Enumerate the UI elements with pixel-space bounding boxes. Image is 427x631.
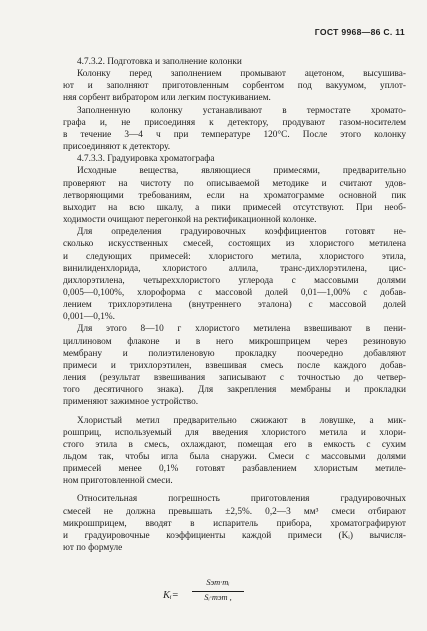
text-line: присоединяют к детектору. bbox=[63, 142, 171, 153]
body-text bbox=[63, 56, 406, 554]
text-line: 0,001—0,1%. bbox=[63, 312, 115, 323]
text-line: графа и, не присоединяя к детектору, продувают газом-носителем bbox=[63, 117, 406, 128]
text-line: ют и заполняют приготовленным сорбентом под вакуумом, уплот- bbox=[63, 81, 406, 92]
text-line: ходимости очищают перегонкой на ректификационной колонке. bbox=[63, 215, 317, 226]
text-line: Для этого 8—10 г хлористого метилена взвешивают в пени- bbox=[77, 324, 406, 335]
formula-ki bbox=[163, 577, 293, 617]
text-line: проверяют на чистоту по описываемой методике и считают удов- bbox=[63, 178, 406, 189]
text-line: 0,005—0,100%, хлороформа с массовой долей 0,01—1,00% с добав- bbox=[63, 287, 406, 298]
text-line: Заполненную колонку устанавливают в термостате хромато- bbox=[77, 105, 406, 116]
text-line: примеси и трихлорэтилен, взвешивая смесь после каждого добав- bbox=[63, 360, 406, 371]
text-line: выходит на всю шкалу, а пики примесей отсутствуют. При необ- bbox=[63, 202, 406, 213]
page-header-standard: ГОСТ 9968—86 С. 11 bbox=[314, 27, 405, 37]
text-line: Колонку перед заполнением промывают ацетоном, высушива- bbox=[77, 69, 406, 80]
text-line: стого этила в смесь, охлаждают, помещая его в емкость с сухим bbox=[63, 439, 406, 450]
text-line: рошприц, используемый для введения хлористого метила и хлори- bbox=[63, 427, 406, 438]
formula-lhs: Kᵢ= bbox=[163, 590, 179, 601]
text-line: винилиденхлорида, хлористого аллила, транс-дихлорэтилена, цис- bbox=[63, 263, 406, 274]
text-line: летворяющими требованиям, если на хроматограмме основной пик bbox=[63, 190, 406, 201]
text-line: няя сорбент вибратором или легким постукиванием. bbox=[63, 93, 271, 104]
text-line: примесей менее 0,1% готовят разбавлением хлористым метиле- bbox=[63, 464, 406, 475]
text-line: 4.7.3.2. Подготовка и заполнение колонки bbox=[77, 57, 242, 67]
text-line: лением трихлорэтилена (внутреннего эталона) с массовой долей bbox=[63, 300, 406, 311]
text-line: Хлористый метил предварительно сжижают в ловушке, а мик- bbox=[77, 415, 406, 426]
text-line: и следующих примесей: хлористого метила, хлористого этила, bbox=[63, 251, 406, 262]
text-line: Относительная погрешность приготовления градуировочных bbox=[77, 494, 406, 505]
text-line: циллиновом флаконе и в него микрошприцем через резиновую bbox=[63, 336, 406, 347]
text-line: льдом так, чтобы игла была снаружи. Смеси с массовыми долями bbox=[63, 452, 406, 462]
text-line: Для определения градуировочных коэффициентов готовят не- bbox=[77, 227, 406, 238]
text-line: ления (результат взвешивания записывают с точностью до четвер- bbox=[63, 373, 406, 384]
text-line: и градуировочные коэффициенты каждой примеси (Kᵢ) вычисля- bbox=[63, 530, 406, 541]
formula-denominator: Sᵢ·mэт , bbox=[204, 593, 232, 602]
text-line: ют по формуле bbox=[63, 543, 123, 554]
text-line: мембрану и полиэтиленовую прокладку поочередно добавляют bbox=[63, 348, 406, 359]
text-line: микрошприцем, вводят в испаритель прибора, хроматографируют bbox=[63, 518, 406, 529]
text-line: ном приготовленной смеси. bbox=[63, 476, 173, 487]
text-line: 4.7.3.3. Градуировка хроматографа bbox=[77, 154, 215, 165]
text-line: в течение 3—4 ч при температуре 120°С. После этого колонку bbox=[63, 129, 406, 140]
formula-fraction-bar bbox=[192, 591, 244, 592]
text-line: того десятичного знака). Для закрепления мембраны и прокладки bbox=[63, 385, 406, 396]
text-line: сколько искусственных смесей, состоящих из хлористого метилена bbox=[63, 239, 406, 250]
text-line: применяют зажимное устройство. bbox=[63, 397, 199, 408]
text-line: Исходные вещества, являющиеся примесями, предварительно bbox=[77, 166, 406, 177]
formula-numerator: Sэт·mᵢ bbox=[206, 578, 230, 587]
text-line: дихлорэтилена, четыреххлористого углерода с массовыми долями bbox=[63, 275, 406, 286]
text-line: смесей не должна превышать ±2,5%. 0,2—3 мм³ смеси отбирают bbox=[63, 506, 406, 517]
